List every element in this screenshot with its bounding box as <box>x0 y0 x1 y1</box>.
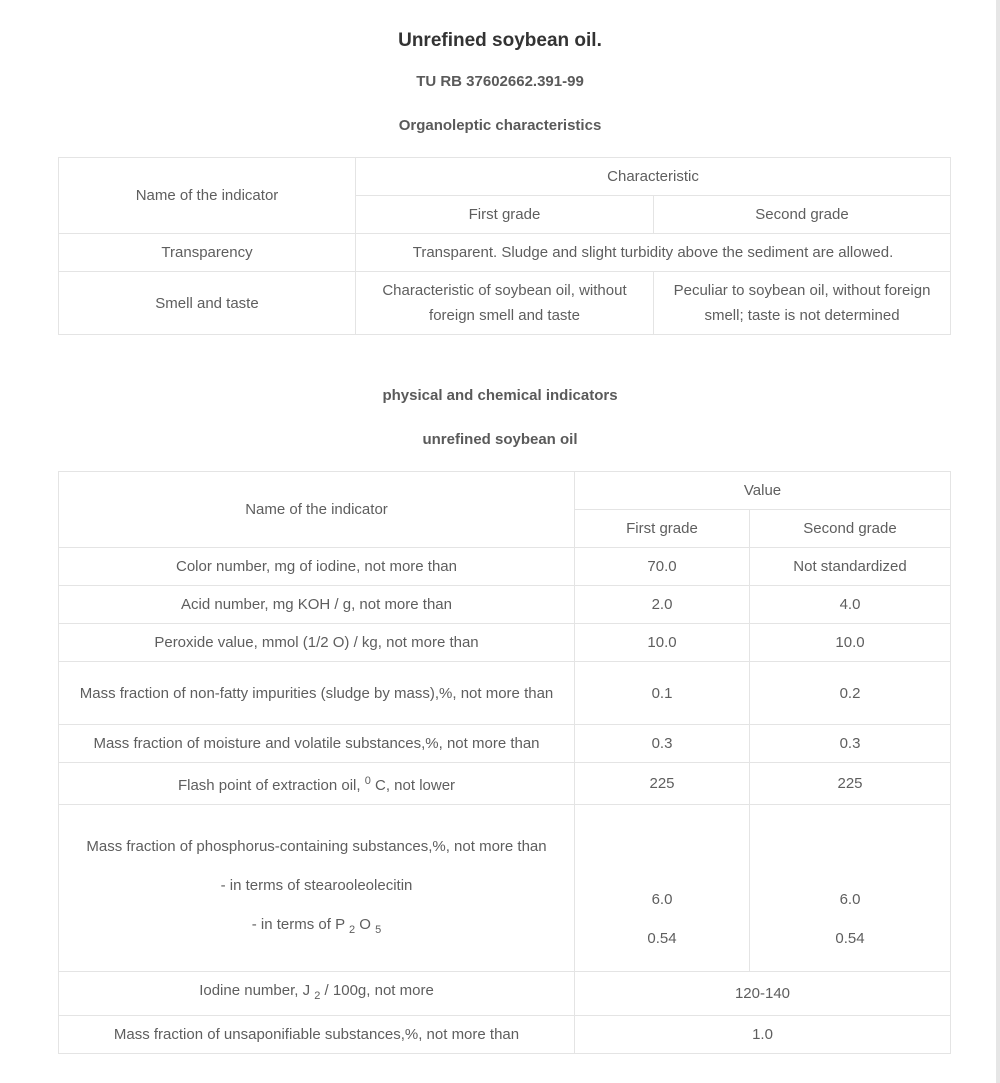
second-grade-value: 4.0 <box>750 586 951 624</box>
second-grade-value: 0.2 <box>750 662 951 725</box>
header-second-grade: Second grade <box>750 510 951 548</box>
second-grade-value: 6.0 0.54 <box>750 805 951 972</box>
first-grade-value: Characteristic of soybean oil, without foreign smell and taste <box>356 272 654 335</box>
table-row <box>59 662 951 725</box>
scrollbar-track[interactable] <box>996 0 1000 1083</box>
spec-code: TU RB 37602662.391-99 <box>416 73 584 90</box>
flash-point-label: Flash point of extraction oil, <box>177 777 365 794</box>
second-grade-value: 0.3 <box>750 725 951 763</box>
table-row <box>59 725 951 763</box>
table-row <box>59 1016 951 1054</box>
indicator-name: Smell and taste <box>59 272 356 335</box>
combined-value: 1.0 <box>575 1016 951 1054</box>
physchem-table <box>58 471 951 1054</box>
phosphorus-label: Mass fraction of phosphorus-containing substances,%, not more than <box>86 837 547 855</box>
indicator-name: Color number, mg of iodine, not more than <box>59 548 575 586</box>
table-row <box>59 972 951 1016</box>
sub-indicator-stearooleolecitin: - in terms of stearooleolecitin <box>220 876 413 894</box>
first-grade-value: 10.0 <box>575 624 750 662</box>
indicator-name: Mass fraction of moisture and volatile substances,%, not more than <box>59 725 575 763</box>
table-row <box>59 805 951 972</box>
header-characteristic: Characteristic <box>356 158 951 196</box>
page-title: Unrefined soybean oil. <box>398 30 602 51</box>
header-name-indicator: Name of the indicator <box>59 158 356 234</box>
table-row <box>59 234 951 272</box>
table-row <box>59 548 951 586</box>
table-header-row <box>59 158 951 196</box>
indicator-name: Peroxide value, mmol (1/2 O) / kg, not more than <box>59 624 575 662</box>
table-header-row <box>59 472 951 510</box>
indicator-name <box>59 805 575 972</box>
first-grade-value: 2.0 <box>575 586 750 624</box>
first-grade-value: 0.1 <box>575 662 750 725</box>
indicator-name: Mass fraction of non-fatty impurities (sludge by mass),%, not more than <box>59 662 575 725</box>
header-second-grade: Second grade <box>654 196 951 234</box>
indicator-name <box>59 763 575 805</box>
indicator-value: Transparent. Sludge and slight turbidity above the sediment are allowed. <box>356 234 951 272</box>
header-name-indicator: Name of the indicator <box>59 472 575 548</box>
second-grade-value: 10.0 <box>750 624 951 662</box>
physchem-heading: physical and chemical indicators <box>382 387 618 404</box>
indicator-name: Mass fraction of unsaponifiable substances,%, not more than <box>59 1016 575 1054</box>
indicator-name: Iodine number, J $_2$ / 100g, not more <box>59 972 575 1016</box>
table-row <box>59 586 951 624</box>
first-grade-value: 70.0 <box>575 548 750 586</box>
indicator-name: Transparency <box>59 234 356 272</box>
header-value: Value <box>575 472 951 510</box>
physchem-subheading: unrefined soybean oil <box>422 431 578 448</box>
degree-superscript: 0 <box>364 775 371 787</box>
second-grade-value: Peculiar to soybean oil, without foreign smell; taste is not determined <box>654 272 951 335</box>
combined-value: 120-140 <box>575 972 951 1016</box>
table-row <box>59 272 951 335</box>
second-grade-value: Not standardized <box>750 548 951 586</box>
header-first-grade: First grade <box>356 196 654 234</box>
sub-indicator-p2o5: - in terms of P $_2$ O $_5$ <box>251 915 382 936</box>
table-row <box>59 763 951 805</box>
second-grade-value: 225 <box>750 763 951 805</box>
first-grade-value: 225 <box>575 763 750 805</box>
organoleptic-heading: Organoleptic characteristics <box>398 117 602 134</box>
first-grade-value: 0.3 <box>575 725 750 763</box>
first-grade-value: 6.0 0.54 <box>575 805 750 972</box>
organoleptic-table <box>58 157 951 335</box>
flash-point-unit: C, not lower <box>370 777 456 794</box>
indicator-name: Acid number, mg KOH / g, not more than <box>59 586 575 624</box>
header-first-grade: First grade <box>575 510 750 548</box>
table-row <box>59 624 951 662</box>
